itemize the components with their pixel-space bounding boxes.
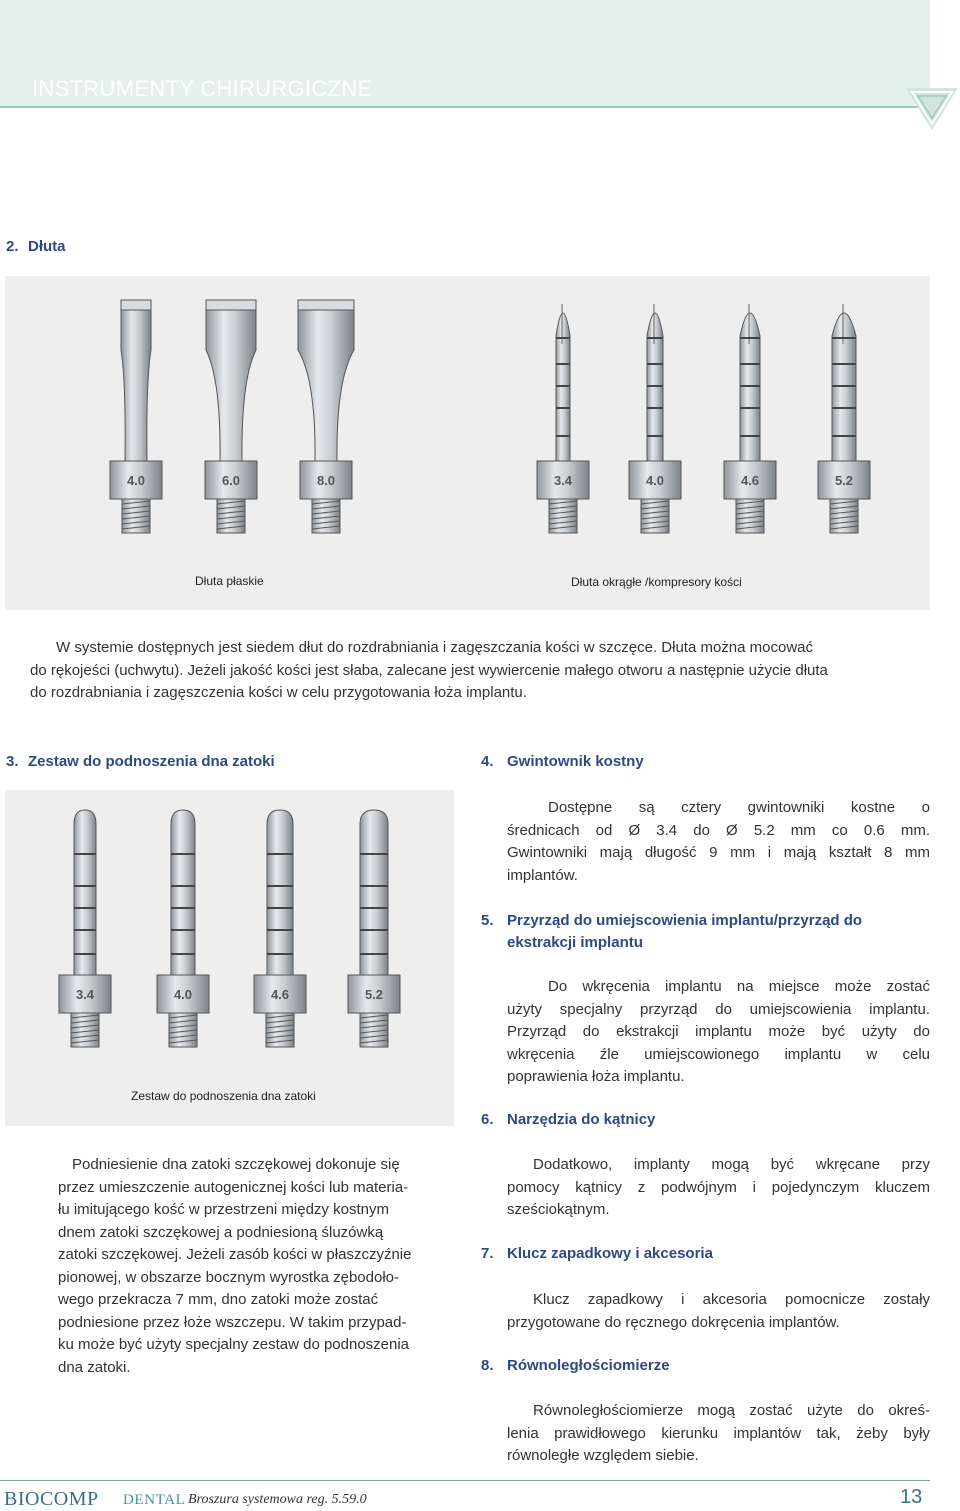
page-header-title: INSTRUMENTY CHIRURGICZNE <box>32 76 373 101</box>
paragraph-line: Do wkręcenia implantu na miejsce może zostać <box>548 978 930 995</box>
chisels-illustration <box>5 276 930 610</box>
size-label: 4.6 <box>740 473 760 488</box>
paragraph-line: do rozdrabniania i zagęszczenia kości w celu przygotowania łoża implantu. <box>30 684 527 701</box>
section-title-continued: ekstrakcji implantu <box>507 934 643 951</box>
flat-chisel <box>110 300 162 533</box>
paragraph-line: poprawienia łoża implantu. <box>507 1068 685 1085</box>
header-triangle-icon <box>904 82 960 134</box>
section-title: Narzędzia do kątnicy <box>507 1111 656 1128</box>
paragraph-line: przez umieszczenie autogenicznej kości lub materia- <box>58 1178 409 1196</box>
paragraph-line: użyty specjalny przyrząd do umiejscowienia implantu. <box>507 1000 930 1018</box>
paragraph-line: sześciokątnym. <box>507 1201 610 1218</box>
flat-chisels-caption: Dłuta płaskie <box>195 574 264 588</box>
sinus-osteotome <box>348 810 400 1047</box>
paragraph-line: pionowej, w obszarze bocznym wyrostka zębodoło- <box>58 1268 399 1286</box>
size-label: 3.4 <box>75 987 95 1002</box>
paragraph-line: wego przekracza 7 mm, dno zatoki może zostać <box>58 1291 379 1308</box>
round-chisels-caption: Dłuta okrągłe /kompresory kości <box>571 575 742 589</box>
section-number: 4. <box>481 753 494 770</box>
footer-rule <box>0 1480 930 1481</box>
page-number: 13 <box>900 1486 923 1508</box>
section-number: 6. <box>481 1111 494 1128</box>
flat-chisel <box>298 300 354 533</box>
section-title: Równoległościomierze <box>507 1357 670 1374</box>
size-label: 8.0 <box>316 473 336 488</box>
section-3-paragraph <box>58 1154 458 1379</box>
size-label: 5.2 <box>834 473 854 488</box>
section-number: 3. <box>6 753 19 770</box>
section-title: Klucz zapadkowy i akcesoria <box>507 1245 713 1262</box>
size-label: 3.4 <box>553 473 573 488</box>
paragraph-line: Klucz zapadkowy i akcesoria pomocnicze zostały <box>533 1291 930 1308</box>
paragraph-line: implantów. <box>507 866 578 884</box>
sinus-lift-illustration <box>5 790 454 1126</box>
paragraph-line: Gwintowniki mają długość 9 mm i mają kształt 8 mm <box>507 844 930 861</box>
size-label: 4.6 <box>270 987 290 1002</box>
section-5-paragraph <box>507 976 930 1089</box>
paragraph-line: zatoki szczękowej. Jeżeli zasób kości w płaszczyźnie <box>58 1246 412 1263</box>
section-6-paragraph <box>507 1154 930 1222</box>
paragraph-line: Równoległościomierze mogą zostać użyte do okreś- <box>533 1402 930 1419</box>
paragraph-line: wkręcenia źle umiejscowionego implantu w celu <box>507 1045 930 1063</box>
brand-subtitle: DENTAL <box>123 1492 186 1508</box>
paragraph-line: lenia prawidłowego kierunku implantów tak, żeby były <box>507 1424 930 1442</box>
section-number: 2. <box>6 238 19 255</box>
round-chisel <box>537 304 589 533</box>
section-7-paragraph <box>507 1289 930 1334</box>
section-4-heading <box>481 753 644 770</box>
section-8-paragraph <box>507 1400 930 1468</box>
paragraph-line: Dodatkowo, implanty mogą być wkręcane przy <box>533 1156 930 1173</box>
paragraph-line: przygotowane do ręcznego dokręcenia implantów. <box>507 1313 840 1331</box>
paragraph-line: równoległe względem siebie. <box>507 1447 699 1464</box>
section-5-heading <box>481 910 862 954</box>
paragraph-line: podniesione przez łoże wszczepu. W takim przypad- <box>58 1313 407 1331</box>
sinus-osteotome <box>254 810 306 1047</box>
size-label: 4.0 <box>126 473 146 488</box>
size-label: 6.0 <box>221 473 241 488</box>
section-4-paragraph <box>507 797 930 887</box>
size-label: 4.0 <box>173 987 193 1002</box>
paragraph-line: dna zatoki. <box>58 1358 131 1376</box>
section-number: 7. <box>481 1245 494 1262</box>
section-title: Gwintownik kostny <box>507 753 644 770</box>
round-chisel <box>818 304 870 533</box>
sinus-lift-caption: Zestaw do podnoszenia dna zatoki <box>131 1089 316 1103</box>
section-number: 8. <box>481 1357 494 1374</box>
brochure-reference: Broszura systemowa reg. 5.59.0 <box>188 1492 367 1507</box>
size-label: 4.0 <box>645 473 665 488</box>
sinus-osteotome <box>59 810 111 1047</box>
section-7-heading <box>481 1245 713 1262</box>
section-title: Dłuta <box>28 238 66 255</box>
paragraph-line: Dostępne są cztery gwintowniki kostne o <box>548 799 930 816</box>
sinus-osteotome <box>157 810 209 1047</box>
paragraph-line: pomocy kątnicy z podwójnym i pojedynczym kluczem <box>507 1178 930 1196</box>
round-chisel <box>724 304 776 533</box>
section-title: Zestaw do podnoszenia dna zatoki <box>28 753 275 770</box>
paragraph-line: średnicach od Ø 3.4 do Ø 5.2 mm co 0.6 mm. <box>507 821 930 839</box>
paragraph-line: ku może być użyty specjalny zestaw do podnoszenia <box>58 1336 410 1353</box>
brand-logo: BIOCOMP <box>4 1488 99 1510</box>
section-number: 5. <box>481 912 494 929</box>
flat-chisel <box>205 300 257 533</box>
section-3-heading <box>6 753 275 770</box>
paragraph-line: do rękojeści (uchwytu). Jeżeli jakość kości jest słaba, zalecane jest wywiercenie małego otworu a następnie użycie dłuta <box>30 661 828 679</box>
section-title: Przyrząd do umiejscowienia implantu/przyrząd do <box>507 912 863 929</box>
paragraph-line: Podniesienie dna zatoki szczękowej dokonuje się <box>72 1156 400 1173</box>
paragraph-line: łu imitującego kość w przestrzeni między kostnym <box>58 1201 389 1218</box>
chisels-figure <box>5 276 930 610</box>
sinus-lift-figure <box>5 790 454 1126</box>
paragraph-line: Przyrząd do ekstrakcji implantu może być użyty do <box>507 1023 930 1040</box>
section-2-paragraph <box>30 637 930 705</box>
size-label: 5.2 <box>364 987 384 1002</box>
section-8-heading <box>481 1357 670 1374</box>
paragraph-line: dnem zatoki szczękowej a podniesioną śluzówką <box>58 1223 384 1241</box>
round-chisel <box>629 304 681 533</box>
section-2-heading <box>6 238 66 255</box>
section-6-heading <box>481 1111 655 1128</box>
paragraph-line: W systemie dostępnych jest siedem dłut do rozdrabniania i zagęszczania kości w szczęce. Dłuta można mocować <box>56 639 814 656</box>
